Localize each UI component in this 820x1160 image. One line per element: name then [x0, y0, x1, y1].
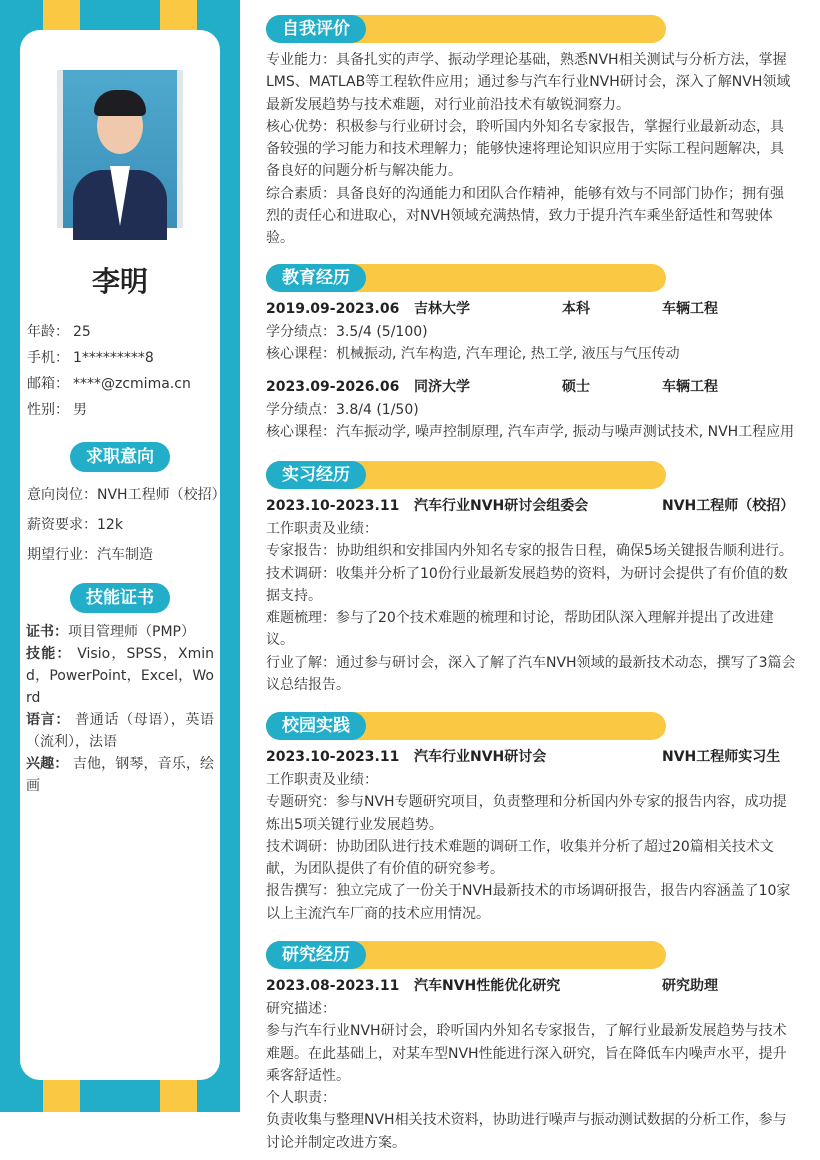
line: 研究描述： — [266, 1001, 336, 1017]
date: 2023.08-2023.11 — [266, 978, 400, 994]
degree: 硕士 — [562, 378, 590, 395]
section-campus — [266, 712, 796, 925]
section-title: 教育经历 — [266, 264, 366, 292]
role: NVH工程师（校招） — [662, 498, 795, 514]
line: 工作职责及业绩： — [266, 521, 378, 537]
info-phone: 手机： 1*********8 — [27, 350, 154, 366]
date: 2023.10-2023.11 — [266, 498, 400, 514]
organization: 汽车行业NVH研讨会组委会 — [414, 498, 589, 514]
section-internship — [266, 461, 796, 696]
education-row — [266, 298, 796, 321]
section-header — [266, 264, 666, 292]
candidate-name: 李明 — [91, 265, 148, 298]
skill-cert: 证书：项目管理师（PMP） — [26, 624, 195, 640]
intent-position: 意向岗位：NVH工程师（校招） — [27, 487, 226, 503]
line: 报告撰写：独立完成了一份关于NVH最新技术的市场调研报告，报告内容涵盖了10家以上主流汽车厂商的技术应用情况。 — [266, 883, 791, 922]
gpa: 学分绩点：3.5/4 (5/100) — [266, 324, 428, 340]
organization: 汽车行业NVH研讨会 — [414, 749, 547, 765]
skill-languages: 语言： 普通话（母语），英语（流利），法语 — [26, 712, 215, 750]
skill-tools: 技能： Visio，SPSS，Xmind，PowerPoint，Excel，Word — [26, 646, 215, 706]
info-gender: 性别： 男 — [27, 402, 87, 418]
line: 工作职责及业绩： — [266, 772, 378, 788]
line: 专题研究：参与NVH专题研究项目，负责整理和分析国内外专家的报告内容，成功提炼出5项关键行业发展趋势。 — [266, 794, 787, 833]
school: 同济大学 — [414, 378, 470, 395]
section-title: 校园实践 — [266, 712, 366, 740]
courses: 核心课程：机械振动, 汽车构造, 汽车理论, 热工学, 液压与气压传动 — [266, 346, 680, 363]
skill-hobbies: 兴趣： 吉他，钢琴，音乐，绘画 — [26, 756, 214, 794]
decor-stripe — [160, 1080, 197, 1112]
section-header — [266, 941, 666, 969]
decor-stripe — [43, 1080, 80, 1112]
info-email: 邮箱： ****@zcmima.cn — [27, 376, 191, 392]
major: 车辆工程 — [662, 301, 718, 317]
experience-row — [266, 495, 796, 518]
line: 负责收集与整理NVH相关技术资料，协助进行噪声与振动测试数据的分析工作，参与讨论并制定改进方案。 — [266, 1112, 787, 1151]
profile-photo — [57, 70, 183, 228]
role: NVH工程师实习生 — [662, 749, 781, 765]
education-row — [266, 376, 796, 399]
intent-salary: 薪资要求：12k — [27, 517, 123, 533]
gpa: 学分绩点：3.8/4 (1/50) — [266, 401, 419, 418]
date: 2023.09-2026.06 — [266, 378, 400, 395]
line: 技术调研：收集并分析了10份行业最新发展趋势的资料，为研讨会提供了有价值的数据支持。 — [266, 565, 788, 604]
paragraph: 综合素质：具备良好的沟通能力和团队合作精神，能够有效与不同部门协作；拥有强烈的责任心和进取心，对NVH领域充满热情，致力于提升汽车乘坐舒适性和驾驶体验。 — [266, 185, 784, 247]
section-header — [266, 15, 666, 43]
major: 车辆工程 — [662, 378, 718, 395]
experience-row — [266, 975, 796, 998]
section-self-evaluation — [266, 15, 796, 250]
skills-list — [26, 621, 214, 797]
line: 专家报告：协助组织和安排国内外知名专家的报告日程，确保5场关键报告顺利进行。 — [266, 543, 793, 560]
section-title-intent: 求职意向 — [70, 442, 170, 472]
date: 2023.10-2023.11 — [266, 749, 400, 765]
section-title: 研究经历 — [266, 941, 366, 969]
intent-industry: 期望行业：汽车制造 — [27, 547, 153, 563]
line: 行业了解：通过参与研讨会，深入了解了汽车NVH领域的最新技术动态，撰写了3篇会议总结报告。 — [266, 654, 796, 694]
line: 参与汽车行业NVH研讨会，聆听国内外知名专家报告，了解行业最新发展趋势与技术难题。在此基础上，对某车型NVH性能进行深入研究，旨在降低车内噪声水平，提升乘客舒适性。 — [266, 1023, 787, 1084]
line: 个人职责： — [266, 1090, 336, 1107]
section-header — [266, 712, 666, 740]
section-research — [266, 941, 796, 1154]
role: 研究助理 — [662, 978, 718, 994]
organization: 汽车NVH性能优化研究 — [414, 978, 561, 994]
experience-row — [266, 746, 796, 769]
section-header — [266, 461, 666, 489]
school: 吉林大学 — [414, 301, 470, 317]
date: 2019.09-2023.06 — [266, 301, 400, 317]
paragraph: 专业能力：具备扎实的声学、振动学理论基础，熟悉NVH相关测试与分析方法，掌握LMS、MATLAB等工程软件应用；通过参与汽车行业NVH研讨会，深入了解NVH领域最新发展趋势与技术难题，对行业前沿技术有敏锐洞察力。 — [266, 52, 791, 113]
line: 难题梳理：参与了20个技术难题的梳理和讨论，帮助团队深入理解并提出了改进建议。 — [266, 610, 774, 649]
decor-stripe — [43, 0, 80, 30]
decor-stripe — [160, 0, 197, 30]
section-title: 实习经历 — [266, 461, 366, 489]
section-title-skills: 技能证书 — [70, 583, 170, 613]
line: 技术调研：协助团队进行技术难题的调研工作，收集并分析了超过20篇相关技术文献，为团队提供了有价值的研究参考。 — [266, 838, 774, 878]
courses: 核心课程：汽车振动学, 噪声控制原理, 汽车声学, 振动与噪声测试技术, NVH工程应用 — [266, 423, 795, 440]
section-title: 自我评价 — [266, 15, 366, 43]
degree: 本科 — [562, 301, 590, 317]
section-education — [266, 264, 796, 443]
paragraph: 核心优势：积极参与行业研讨会，聆听国内外知名专家报告，掌握行业最新动态，具备较强的学习能力和技术理解力；能够快速将理论知识应用于实际工程问题解决，具备良好的问题分析与解决能力。 — [266, 118, 784, 180]
info-age: 年龄： 25 — [27, 324, 91, 340]
